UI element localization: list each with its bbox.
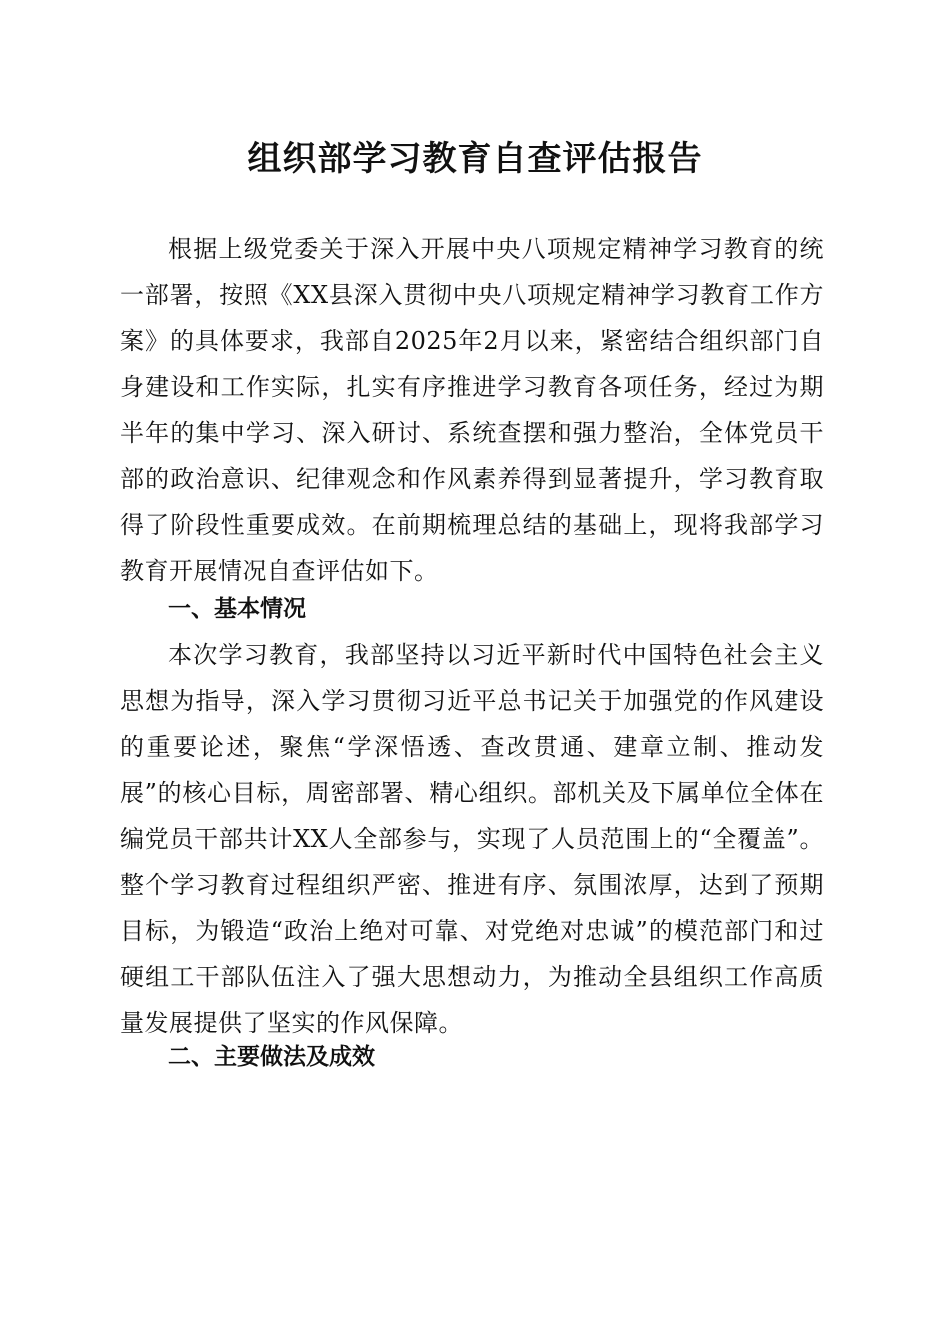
basic-situation-paragraph: 本次学习教育，我部坚持以习近平新时代中国特色社会主义思想为指导，深入学习贯彻习近平总书记关于加强党的作风建设的重要论述，聚焦“学深悟透、查改贯通、建章立制、推动发展”的核心目标，周密部署、精心组织。部机关及下属单位全体在编党员干部共计XX人全部参与，实现了人员范围上的“全覆盖”。整个学习教育过程组织严密、推进有序、氛围浓厚，达到了预期目标，为锻造“政治上绝对可靠、对党绝对忠诚”的模范部门和过硬组工干部队伍注入了强大思想动力，为推动全县组织工作高质量发展提供了坚实的作风保障。: [120, 641, 824, 1037]
section-heading-basic-situation: 一、基本情况: [168, 596, 306, 622]
intro-paragraph: 根据上级党委关于深入开展中央八项规定精神学习教育的统一部署，按照《XX县深入贯彻中央八项规定精神学习教育工作方案》的具体要求，我部自2025年2月以来，紧密结合组织部门自身建设和工作实际，扎实有序推进学习教育各项任务，经过为期半年的集中学习、深入研讨、系统查摆和强力整治，全体党员干部的政治意识、纪律观念和作风素养得到显著提升，学习教育取得了阶段性重要成效。在前期梳理总结的基础上，现将我部学习教育开展情况自查评估如下。: [120, 235, 824, 585]
document-title: 组织部学习教育自查评估报告: [247, 139, 703, 179]
section-heading-main-practices: 二、主要做法及成效: [168, 1044, 375, 1070]
